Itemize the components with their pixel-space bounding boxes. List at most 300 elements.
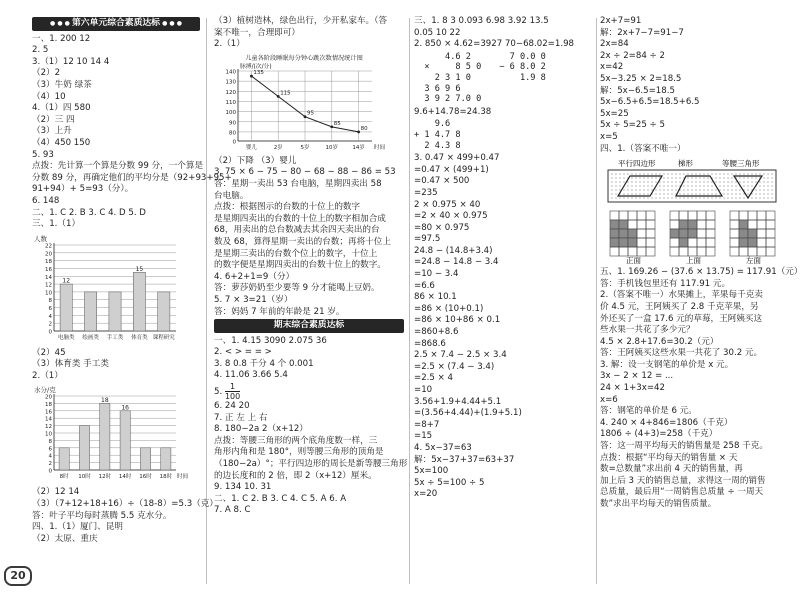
answer-line: 24 × 1+3x=42 [600, 383, 665, 394]
grid-dot [711, 186, 712, 187]
vertical-addition [414, 119, 594, 151]
grid-dot [703, 178, 704, 179]
grid-dot [723, 186, 724, 187]
triangle-shape [734, 176, 762, 198]
answer-line: 四、1.（答案不唯一） [600, 143, 686, 154]
grid-cell [637, 247, 646, 256]
grid-cell [757, 238, 766, 247]
data-point [330, 125, 333, 128]
grid-cell [748, 211, 757, 220]
x-tick-label: 14时 [118, 474, 132, 481]
dot-grid-svg [600, 158, 780, 206]
grid-dot [747, 178, 748, 179]
grid-cell [757, 229, 766, 238]
grid-dot [691, 186, 692, 187]
answer-line: 加上后 3 天的销售总量，求得这一周的销售 [600, 475, 766, 486]
chart-unit-label: 脉搏/(次/分) [240, 63, 272, 70]
y-tick-label: 0 [232, 139, 236, 146]
grid-dot [611, 198, 612, 199]
grid-dot [699, 178, 700, 179]
grid-dot [679, 194, 680, 195]
answer-line: 的边长度和的 2 倍，即 2（x+12）厘米。 [214, 470, 377, 481]
bar-value-label: 18 [101, 397, 109, 405]
grid-dot [763, 194, 764, 195]
grid-dot [743, 174, 744, 175]
grid-cell [646, 229, 655, 238]
grid-dot [719, 178, 720, 179]
grid-dot [735, 182, 736, 183]
grid-dot [731, 198, 732, 199]
fraction-denominator: 100 [224, 392, 241, 402]
answer-line: （2）三 四 [32, 114, 75, 125]
answer-line: 角形内角和是 180°，则等腰三角形的顶角是 [214, 447, 384, 458]
grid-dot [663, 186, 664, 187]
grid-dot [651, 174, 652, 175]
bar [158, 292, 170, 331]
chart-title: 儿童各阶段睡眠每分钟心跳次数情况统计图 [245, 54, 363, 62]
grid-cell [670, 247, 679, 256]
grid-dot [739, 198, 740, 199]
grid-dot [647, 178, 648, 179]
grid-cell [697, 220, 706, 229]
x-tick-label: 12时 [98, 474, 112, 481]
grid-dot [663, 182, 664, 183]
grid-dot [727, 182, 728, 183]
grid-dot [647, 182, 648, 183]
grid-cell [757, 211, 766, 220]
grid-dot [739, 194, 740, 195]
grid-dot [667, 186, 668, 187]
x-tick-label: 2岁 [273, 144, 283, 151]
answer-line: 5. 7 × 3=21（岁） [214, 294, 293, 305]
grid-dot [655, 198, 656, 199]
grid-dot [699, 186, 700, 187]
grid-dot [647, 186, 648, 187]
y-tick-label: 8 [48, 297, 52, 304]
answer-line: =2.5 × 4 [414, 373, 453, 384]
answer-column-4 [600, 16, 802, 511]
grid-dot [663, 178, 664, 179]
answer-line: =860+8.6 [414, 327, 459, 338]
grid-dot [727, 198, 728, 199]
grid-dot [687, 186, 688, 187]
front-view-grid [610, 211, 655, 256]
grid-dot [619, 186, 620, 187]
grid-dot [667, 178, 668, 179]
grid-dot [643, 194, 644, 195]
filled-cell [679, 238, 688, 247]
y-tick-label: 6 [48, 305, 52, 312]
answer-line: =2 × 40 × 0.975 [414, 211, 488, 222]
grid-cell [730, 247, 739, 256]
grid-dot [611, 182, 612, 183]
grid-dot [675, 182, 676, 183]
answer-line: 价 4.5 元，王阿姨买了 2.8 千克苹果，另 [600, 301, 759, 312]
answer-line: 些水果一共花了多少元？ [600, 325, 695, 336]
grid-dot [707, 198, 708, 199]
grid-dot [619, 178, 620, 179]
answer-line: （3）上升 [32, 126, 72, 137]
grid-dot [631, 186, 632, 187]
answer-line: 五、1. 169.26 − (37.6 × 13.75) = 117.91（元） [600, 267, 802, 278]
answer-line: 5x=25 [600, 108, 629, 119]
answer-line: 5x ÷ 5=100 ÷ 5 [414, 477, 485, 488]
grid-dot [755, 194, 756, 195]
y-tick-label: 90 [229, 120, 236, 127]
answer-line: 4. 240 × 4+846=1806（千克） [600, 417, 733, 428]
grid-dot [695, 190, 696, 191]
answer-lines-2a [214, 16, 404, 51]
answer-lines-1b [32, 348, 200, 383]
grid-dot [699, 194, 700, 195]
y-tick-label: 120 [225, 89, 236, 96]
grid-dot [663, 198, 664, 199]
answer-line: 答：钢笔的单价是 6 元。 [600, 406, 697, 417]
grid-dot [687, 174, 688, 175]
x-tick-label: 电脑类 [57, 334, 75, 341]
grid-dot [659, 198, 660, 199]
point-value-label: 85 [333, 120, 341, 127]
answer-line: （3）（7+12+18+16）÷（18-8）=5.3（克） [32, 499, 218, 510]
grid-dot [659, 186, 660, 187]
grid-dot [659, 174, 660, 175]
grid-dot [695, 178, 696, 179]
grid-dot [703, 182, 704, 183]
grid-cell [766, 247, 775, 256]
grid-cell [679, 211, 688, 220]
grid-cell [706, 211, 715, 220]
grid-dot [635, 186, 636, 187]
answer-line: =(3.56+4.44)+(1.9+5.1) [414, 408, 522, 419]
grid-dot [611, 186, 612, 187]
answer-line: 2. 850 × 4.62=3927 70−68.02=1.98 [414, 39, 575, 50]
three-views-svg [600, 209, 780, 265]
grid-cell [730, 211, 739, 220]
answer-line: 外还买了一盒 17.6 元的草莓，王阿姨买这 [600, 313, 763, 324]
data-point [357, 130, 360, 133]
grid-dot [651, 182, 652, 183]
answer-line: 答：星期一卖出 53 台电脑，星期四卖出 58 [214, 178, 382, 189]
answer-line: 7. 正 左 上 右 [214, 412, 268, 423]
answer-line: 5x=100 [414, 466, 449, 477]
grid-dot [675, 190, 676, 191]
answer-line: 点拨：根据“平均每天的销售量 × 天 [600, 452, 738, 463]
answer-line: （3）植树造林，绿色出行，少开私家车。（答 [214, 16, 388, 26]
grid-cell [628, 211, 637, 220]
grid-dot [639, 198, 640, 199]
bar-chart-water-loss [32, 384, 200, 484]
grid-dot [759, 182, 760, 183]
y-tick-label: 4 [48, 313, 52, 320]
bar [85, 292, 97, 331]
grid-dot [671, 174, 672, 175]
bar [140, 448, 150, 470]
grid-dot [671, 198, 672, 199]
y-tick-label: 130 [225, 79, 236, 86]
grid-dot [751, 182, 752, 183]
grid-dot [683, 174, 684, 175]
grid-cell [688, 211, 697, 220]
bar [133, 272, 145, 331]
grid-dot [747, 174, 748, 175]
grid-dot [635, 190, 636, 191]
grid-dot [763, 198, 764, 199]
grid-dot [651, 198, 652, 199]
grid-dot [771, 178, 772, 179]
grid-dot [631, 190, 632, 191]
grid-cell [670, 211, 679, 220]
grid-dot [655, 178, 656, 179]
label-parallelogram: 平行四边形 [618, 159, 656, 169]
grid-cell [757, 247, 766, 256]
x-tick-label: 婴儿 [245, 144, 257, 151]
y-tick-label: 20 [45, 251, 52, 258]
grid-dot [715, 178, 716, 179]
y-tick-label: 140 [225, 69, 236, 76]
data-point [304, 115, 307, 118]
y-tick-label: 100 [225, 109, 236, 116]
grid-dot [751, 198, 752, 199]
grid-cell [646, 238, 655, 247]
answer-line: =15 [414, 431, 433, 442]
answer-line: 3. 解：设一支钢笔的单价是 x 元。 [600, 359, 734, 370]
answer-line: 4.5 × 2.8+17.6=30.2（元） [600, 336, 719, 347]
bar [120, 411, 130, 470]
grid-dot [687, 194, 688, 195]
line-chart-heartbeat [214, 53, 404, 153]
answer-line: 是星期三卖出的台数个位上的数字，十位上 [214, 248, 378, 259]
grid-dot [619, 190, 620, 191]
answer-line: 9. 134 10. 31 [214, 482, 272, 493]
grid-cell [697, 247, 706, 256]
grid-dot [731, 190, 732, 191]
grid-dot [687, 198, 688, 199]
grid-cell [766, 211, 775, 220]
answer-line: 5x−6.5+6.5=18.5+6.5 [600, 97, 700, 108]
answer-lines-4b [600, 267, 802, 510]
answer-line: x=20 [414, 489, 438, 500]
grid-dot [623, 194, 624, 195]
grid-dot [615, 198, 616, 199]
grid-dot [727, 178, 728, 179]
bar-value-label: 16 [121, 404, 129, 412]
grid-dot [707, 178, 708, 179]
grid-dot [615, 174, 616, 175]
answer-line: 1.9 8 [499, 72, 546, 83]
grid-dot [683, 190, 684, 191]
y-tick-label: 80 [229, 130, 236, 137]
grid-dot [695, 194, 696, 195]
grid-dot [731, 182, 732, 183]
grid-dot [647, 198, 648, 199]
answer-line: 答：叶子平均每时蒸腾 5.5 克水分。 [32, 510, 172, 521]
grid-dot [631, 198, 632, 199]
point-value-label: 80 [360, 125, 368, 132]
page-number: 20 [4, 566, 32, 586]
answer-line: 点拨：根据图示的台数的十位上的数字 [214, 202, 361, 213]
answer-line: 数”求出平均每天的销售质量。 [600, 499, 717, 509]
grid-dot [655, 174, 656, 175]
answer-line: 二、1. C 2. B 3. C 4. C 5. A 6. A [214, 493, 347, 504]
grid-dot [767, 178, 768, 179]
grid-dot [707, 186, 708, 187]
grid-dot [695, 174, 696, 175]
answer-line: 3. 8 0.8 千分 4 个 0.001 [214, 358, 314, 369]
grid-cell [706, 220, 715, 229]
grid-dot [739, 178, 740, 179]
grid-dot [639, 194, 640, 195]
grid-dot [623, 198, 624, 199]
answer-line: 3. 75 × 6 − 75 − 80 − 68 − 88 − 86 = 53 [214, 167, 396, 178]
grid-dot [759, 194, 760, 195]
grid-cell [730, 229, 739, 238]
grid-dot [711, 182, 712, 183]
data-point [277, 95, 280, 98]
grid-dot [615, 190, 616, 191]
fraction-answer [214, 382, 404, 401]
grid-cell [637, 220, 646, 229]
grid-cell [637, 238, 646, 247]
answer-line: 三、1. 8 3 0.093 6.98 3.92 13.5 [414, 16, 549, 26]
grid-cell [670, 238, 679, 247]
grid-dot [767, 198, 768, 199]
grid-cell [646, 211, 655, 220]
grid-dot [631, 174, 632, 175]
y-tick-label: 10 [45, 431, 52, 438]
filled-cell [610, 229, 619, 238]
grid-dot [695, 198, 696, 199]
answer-lines-1c [32, 487, 218, 545]
answer-lines-2c [214, 336, 404, 382]
grid-dot [755, 198, 756, 199]
grid-dot [683, 186, 684, 187]
answer-line: =8+7 [414, 419, 440, 430]
answer-line: 86 × 10.1 [414, 292, 457, 303]
grid-dot [647, 190, 648, 191]
filled-cell [739, 238, 748, 247]
answer-line: （4）450 150 [32, 137, 91, 148]
label-isosceles-triangle: 等腰三角形 [722, 159, 760, 169]
grid-dot [771, 182, 772, 183]
x-tick-label: 手工类 [106, 334, 124, 341]
grid-dot [703, 190, 704, 191]
grid-dot [719, 186, 720, 187]
grid-dot [703, 174, 704, 175]
grid-dot [759, 174, 760, 175]
grid-dot [735, 190, 736, 191]
answer-line: 解：5x−37+37=63+37 [414, 454, 515, 465]
answer-line: 答：萝莎奶奶至少要等 9 分才能喝上豆奶。 [214, 283, 380, 294]
grid-cell [610, 211, 619, 220]
grid-dot [683, 198, 684, 199]
answer-line: 3x − 2 × 12 = ... [600, 371, 674, 382]
answer-lines-3a [414, 16, 594, 51]
answer-line: 数及 68，算得星期一卖出的台数；再将十位上 [214, 236, 391, 247]
grid-dot [671, 194, 672, 195]
answer-line: 是星期四卖出的台数的十位上的数字相加合成 [214, 213, 386, 224]
grid-dot [619, 198, 620, 199]
grid-dot [655, 190, 656, 191]
grid-dot [747, 194, 748, 195]
answer-line: =86 × (10+0.1) [414, 303, 484, 314]
answer-line: 0.05 10 22 [414, 27, 461, 38]
grid-dot [763, 190, 764, 191]
grid-dot [639, 182, 640, 183]
answer-line: =0.47 × (499+1) [414, 164, 489, 175]
bar-chart-2-svg [32, 384, 192, 484]
bar-value-label: 15 [135, 265, 144, 273]
filled-cell [628, 238, 637, 247]
answer-line: 3.（1）12 10 14 4 [32, 56, 110, 67]
answer-line: （2）12 14 [32, 487, 80, 498]
section-title-unit6: ● ● ● 第六单元综合素质达标 ● ● ● [32, 17, 200, 31]
grid-dot [707, 182, 708, 183]
grid-cell [766, 238, 775, 247]
grid-dot [639, 174, 640, 175]
answer-line: 68，用卖出的总台数减去其余四天卖出的台 [214, 225, 380, 236]
answer-column-2 [214, 16, 408, 517]
grid-dot [771, 186, 772, 187]
x-tick-label: 10岁 [325, 144, 339, 151]
bar [109, 292, 121, 331]
grid-dot [627, 182, 628, 183]
addition-line: 9.6+14.78=24.38 [414, 106, 492, 117]
answer-line: 3. 0.47 × 499+0.47 [414, 153, 500, 164]
bar-chart-1-svg [32, 233, 192, 345]
grid-dot [767, 182, 768, 183]
grid-dot [643, 198, 644, 199]
vertical-calculations [414, 52, 594, 105]
y-tick-label: 20 [45, 394, 52, 401]
grid-dot [611, 174, 612, 175]
grid-dot [635, 194, 636, 195]
grid-cell [688, 238, 697, 247]
grid-dot [647, 194, 648, 195]
three-views [600, 209, 792, 265]
y-tick-label: 0 [48, 329, 52, 336]
answer-line: 一、1. 4.15 3090 2.075 36 [214, 335, 327, 346]
grid-dot [719, 190, 720, 191]
grid-dot [671, 178, 672, 179]
answer-lines-2b [214, 156, 404, 318]
answer-line: 3 6 9 6 [414, 83, 461, 94]
grid-dot [691, 178, 692, 179]
answer-line: （2）下降 （3）婴儿 [214, 155, 297, 166]
answer-line: 4. 11.06 3.66 5.4 [214, 370, 288, 381]
grid-cell [730, 220, 739, 229]
fraction [225, 382, 240, 401]
grid-cell [646, 220, 655, 229]
answer-line: （3）牛奶 绿茶 [32, 79, 92, 90]
answer-line: 2. 5 [32, 45, 49, 56]
answer-line: 3 9 2 7.0 0 [414, 94, 482, 105]
grid-dot [671, 190, 672, 191]
answer-line: =2.5 × (7.4 − 3.4) [414, 361, 495, 372]
answer-line: 2x+7=91 [600, 16, 642, 26]
answer-line: =86 × 10+86 × 0.1 [414, 315, 501, 326]
grid-dot [735, 194, 736, 195]
grid-dot [667, 194, 668, 195]
answer-line: 案不唯一，合理即可） [214, 27, 300, 38]
grid-dot [767, 190, 768, 191]
filled-cell [679, 229, 688, 238]
bar [59, 448, 69, 470]
grid-dot [655, 194, 656, 195]
grid-dot [715, 174, 716, 175]
grid-dot [611, 178, 612, 179]
grid-dot [743, 178, 744, 179]
grid-dot [643, 186, 644, 187]
